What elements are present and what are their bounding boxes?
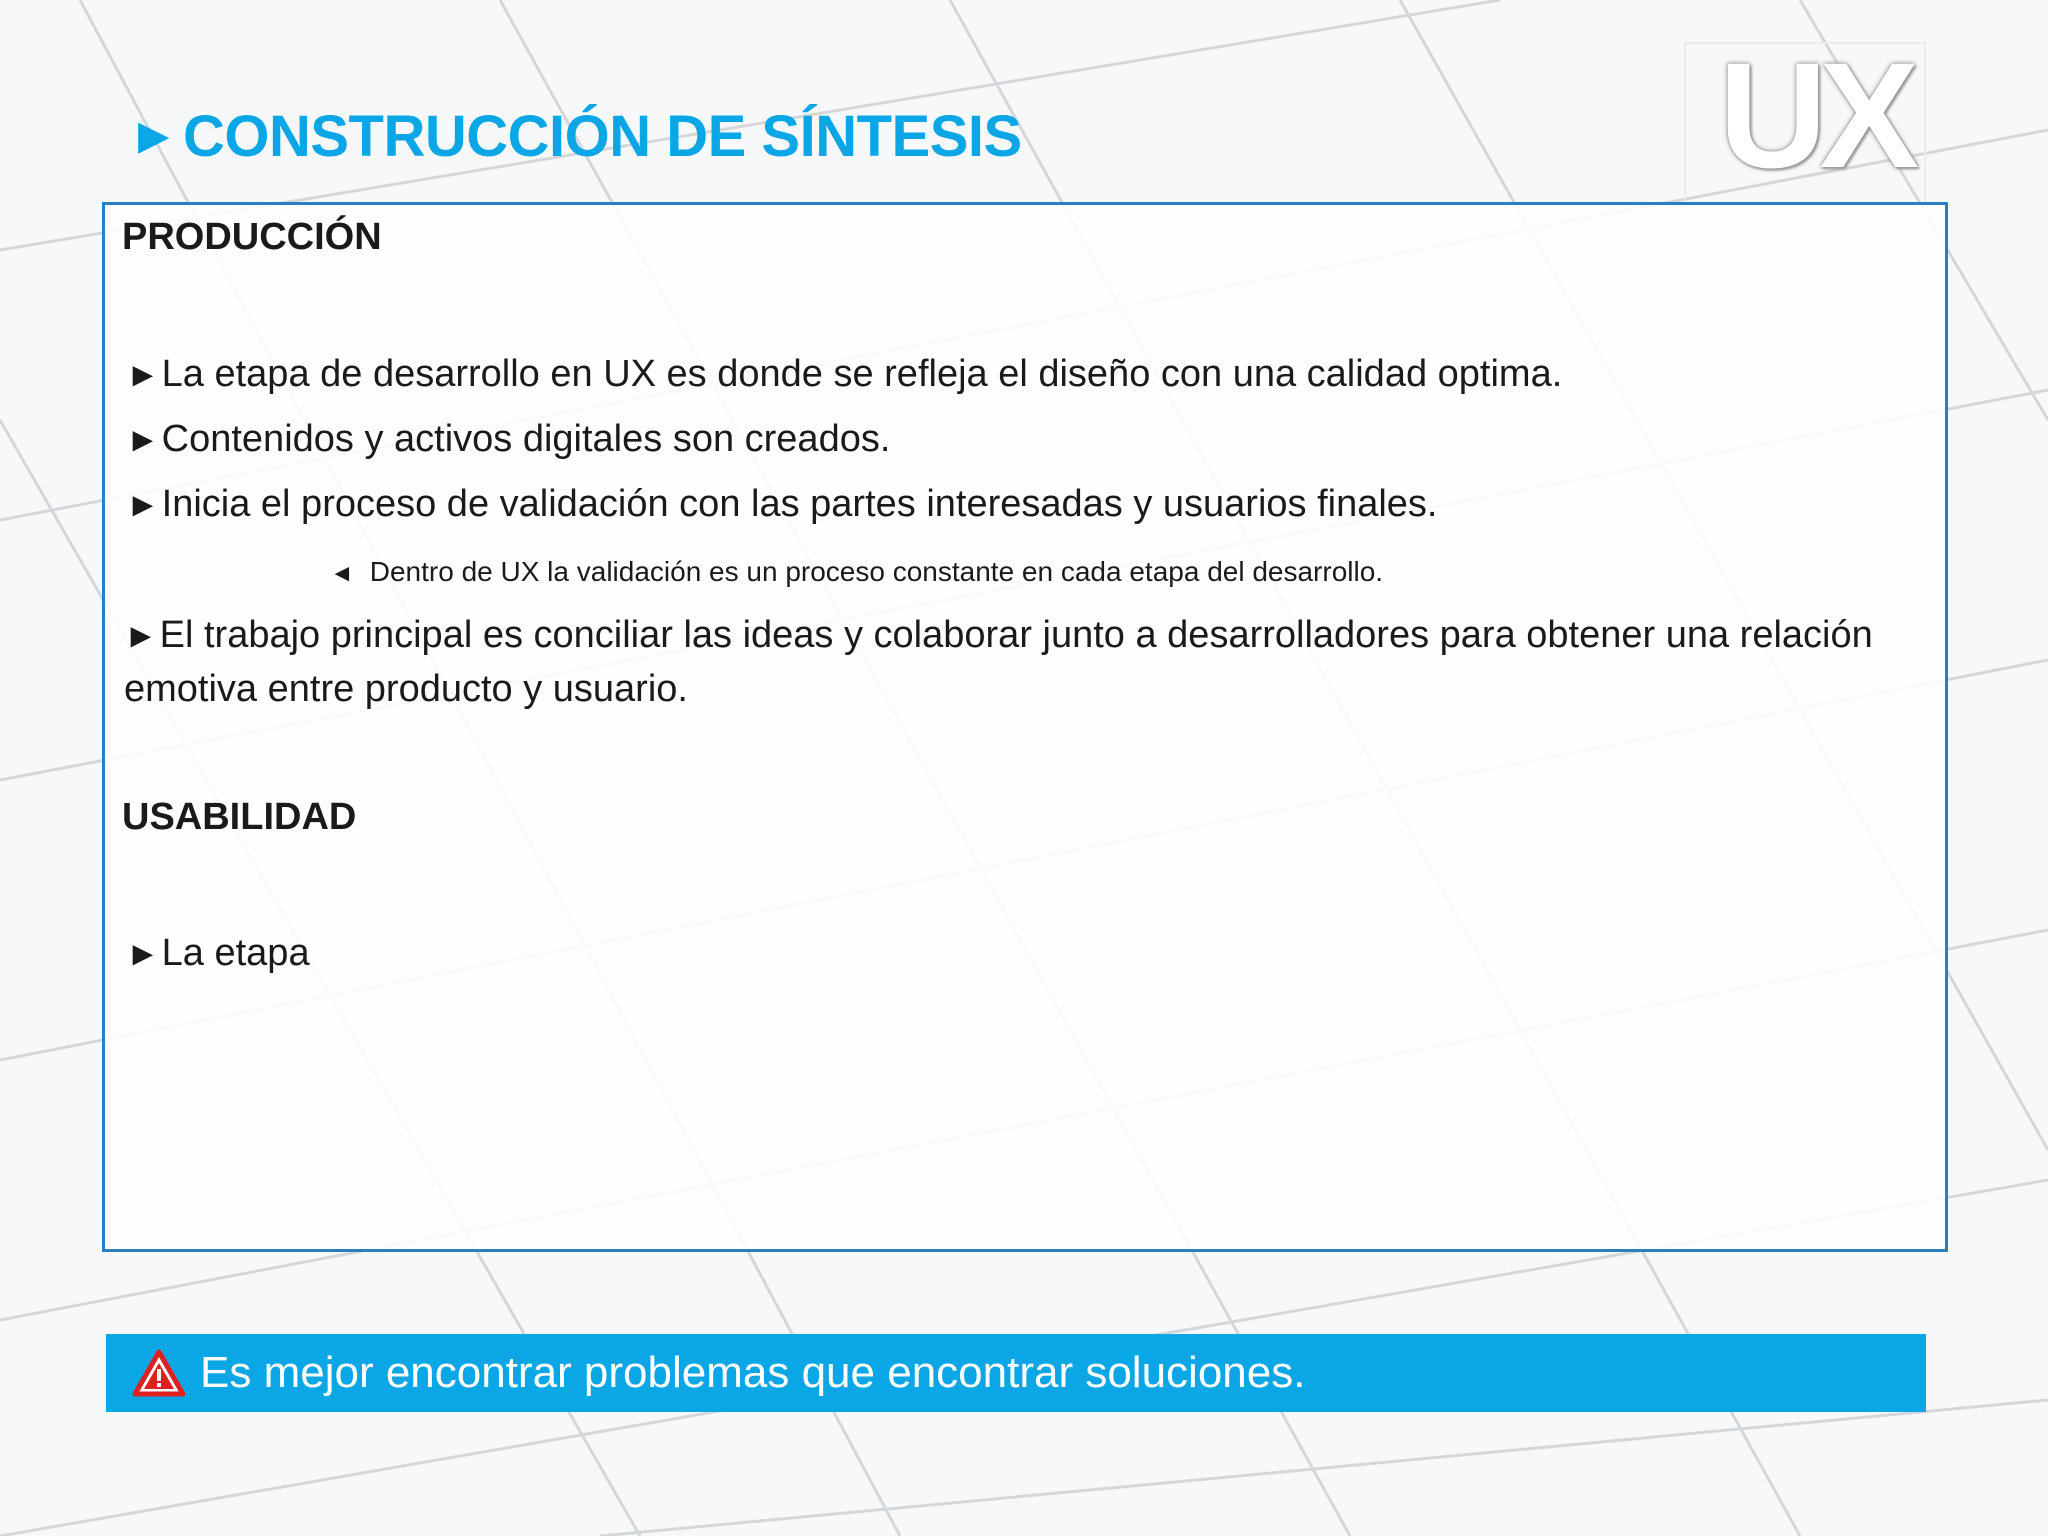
section-heading-produccion: PRODUCCIÓN [122,216,382,258]
warning-banner [106,1334,1926,1412]
bullet-arrow-icon: ► [124,617,158,655]
left-arrow-icon: ◄ [330,560,354,587]
slide-title [128,96,1022,176]
warning-triangle-icon [132,1349,186,1397]
bullet-arrow-icon: ► [126,486,160,524]
banner-text: Es mejor encontrar problemas que encontrar soluciones. [200,1348,1306,1397]
sub-note: ◄ Dentro de UX la validación es un proceso constante en cada etapa del desarrollo. [330,556,1384,587]
bullet-arrow-icon: ► [126,421,160,459]
bullet-arrow-icon: ► [126,935,160,973]
bullet-arrow-icon: ► [126,356,160,394]
title-arrow-icon: ► [128,107,179,165]
bullet-item: ►La etapa [126,932,310,974]
slide-title-text: CONSTRUCCIÓN DE SÍNTESIS [182,103,1022,169]
section-heading-usabilidad: USABILIDAD [122,796,357,838]
bullet-item: ►Contenidos y activos digitales son creados. [126,418,891,460]
ux-logo-text: UX [1718,30,1912,199]
bullet-item: ►Inicia el proceso de validación con las partes interesadas y usuarios finales. [126,483,1438,525]
bullet-item: ►La etapa de desarrollo en UX es donde se refleja el diseño con una calidad optima. [126,353,1563,395]
bullet-item: ►El trabajo principal es conciliar las ideas y colaborar junto a desarrolladores para obtener una relación emotiva entre producto y usuario. [124,614,1873,710]
